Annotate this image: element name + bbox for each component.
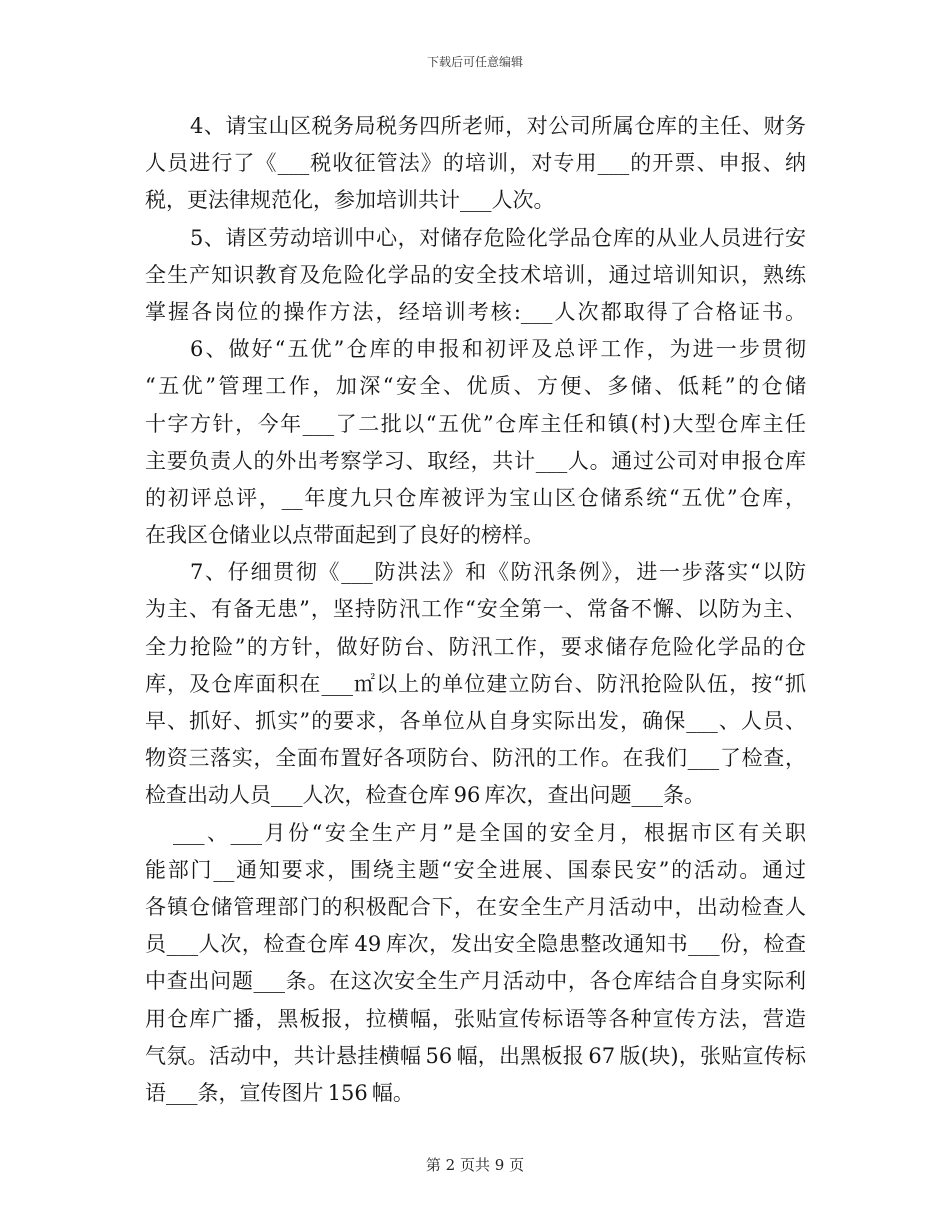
text-line: 掌握各岗位的操作方法，经培训考核:___人次都取得了合格证书。 [145,299,806,324]
text-line: 税，更法律规范化，参加培训共计___人次。 [145,188,555,213]
text-line: 在我区仓储业以点带面起到了良好的榜样。 [145,523,544,548]
text-line: 用仓库广播，黑板报，拉横幅，张贴宣传标语等各种宣传方法，营造 [145,1006,806,1031]
text-line: 各镇仓储管理部门的积极配合下，在安全生产月活动中，出动检查人 [145,894,806,919]
text-line: 人员进行了《___税收征管法》的培训，对专用___的开票、申报、纳 [145,151,806,176]
text-line: 的初评总评，__年度九只仓库被评为宝山区仓储系统“五优”仓库， [145,485,806,510]
text-line: 全生产知识教育及危险化学品的安全技术培训，通过培训知识，熟练 [145,262,806,287]
paragraph-item-5 [145,220,806,332]
text-line: “五优”管理工作，加深“安全、优质、方便、多储、低耗”的仓储 [145,374,806,399]
text-line: 语___条，宣传图片 156 幅。 [145,1080,414,1105]
text-line: 十字方针，今年___了二批以“五优”仓库主任和镇(村)大型仓库主任 [145,411,806,436]
text-line: 物资三落实，全面布置好各项防台、防汛的工作。在我们___了检查， [145,746,806,771]
text-line: 全力抢险”的方针，做好防台、防汛工作，要求储存危险化学品的仓 [145,634,806,659]
text-line: 能部门__通知要求，围绕主题“安全进展、国泰民安”的活动。通过 [145,857,806,882]
paragraph-safety-month [145,815,806,1113]
text-line: 5、请区劳动培训中心，对储存危险化学品仓库的从业人员进行安 [190,225,806,250]
paragraph-item-6 [145,331,806,554]
text-line: 为主、有备无患”，坚持防汛工作“安全第一、常备不懈、以防为主、 [145,597,806,622]
paragraph-item-4 [145,108,806,220]
text-line: 4、请宝山区税务局税务四所老师，对公司所属仓库的主任、财务 [190,114,806,138]
page-number-footer: 第 2 页共 9 页 [425,1156,525,1174]
text-line: 主要负责人的外出考察学习、取经，共计___人。通过公司对申报仓库 [145,448,806,473]
text-line: 员___人次，检查仓库 49 库次，发出安全隐患整改通知书___份，检查 [145,932,806,957]
document-body [145,108,806,1112]
text-line: 气氛。活动中，共计悬挂横幅 56 幅，出黑板报 67 版(块)，张贴宣传标 [145,1043,806,1068]
page-header-note: 下载后可任意编辑 [426,55,523,69]
text-line: 库，及仓库面积在___㎡以上的单位建立防台、防汛抢险队伍，按“抓 [145,671,806,696]
text-line: 检查出动人员___人次，检查仓库 96 库次，查出问题___条。 [145,783,706,808]
text-line: 7、仔细贯彻《___防洪法》和《防汛条例》，进一步落实“以防 [190,560,806,585]
text-line: 中查出问题___条。在这次安全生产月活动中，各仓库结合自身实际利 [145,969,806,994]
text-line: 早、抓好、抓实”的要求，各单位从自身实际出发，确保___、人员、 [145,709,806,733]
paragraph-item-7 [145,554,806,814]
text-line: ___、___月份“安全生产月”是全国的安全月，根据市区有关职 [173,820,806,845]
text-line: 6、做好“五优”仓库的申报和初评及总评工作，为进一步贯彻 [190,337,806,362]
